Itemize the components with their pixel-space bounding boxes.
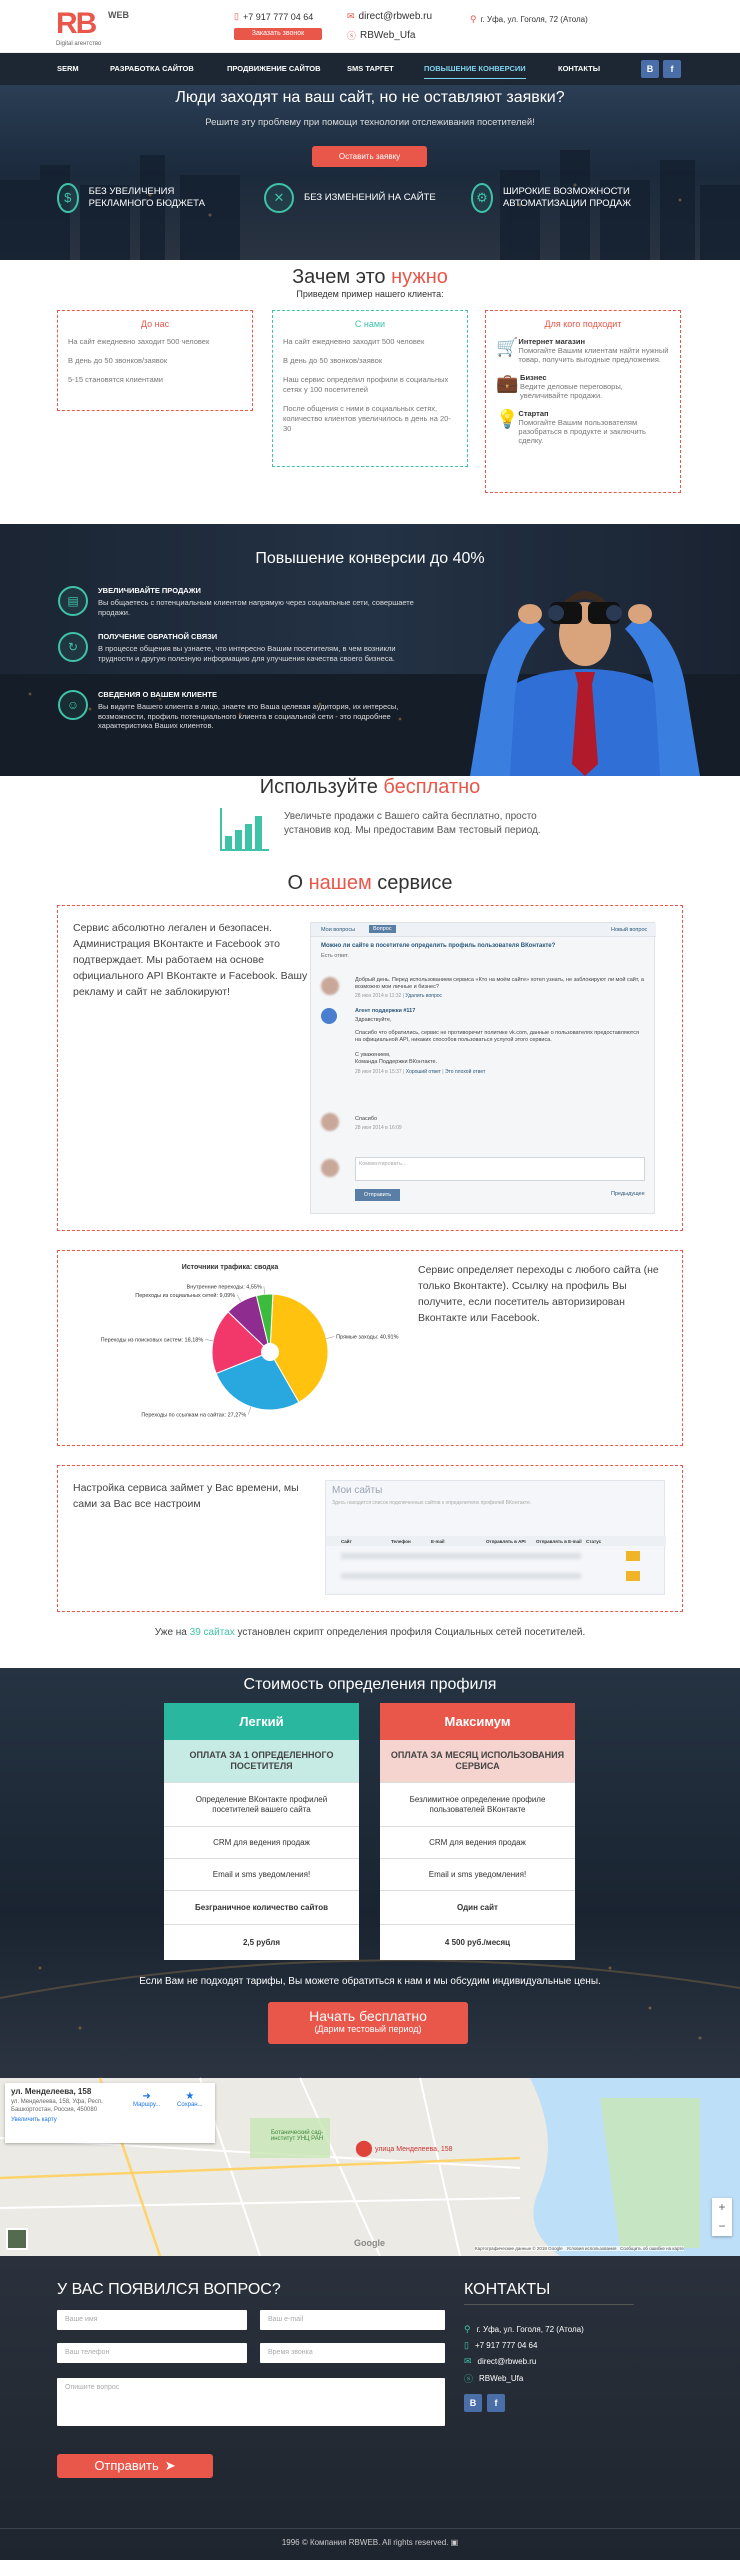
money-icon: $ (57, 183, 79, 213)
user-avatar (321, 977, 339, 995)
phone-icon: ▯ (464, 2340, 469, 2350)
nav-contacts[interactable]: КОНТАКТЫ (558, 64, 601, 73)
conversion-title: Повышение конверсии до 40% (255, 550, 485, 567)
mail-icon: ✉ (464, 2356, 472, 2366)
pie-leader-line (205, 1339, 213, 1341)
start-free-button[interactable]: Начать бесплатно (Дарим тестовый период) (268, 2002, 468, 2044)
directions-icon: ➜ (142, 2091, 151, 2102)
place-card (5, 2083, 215, 2143)
conv-item-feedback: ↻ ПОЛУЧЕНИЕ ОБРАТНОЙ СВЯЗИ В процессе общения вы узнаете, что интересно Вашим посетителям, в чем возникли трудности и другую полезную информацию для улучшения качества своего бизнеса. (58, 632, 428, 663)
chart-icon: ▤ (58, 586, 88, 616)
logo-web: WEB (108, 10, 129, 20)
sites-table-header: Сайт Телефон E-mail Отправлять в API Отправлять в E-mail Статус (326, 1536, 666, 1546)
why-subtitle: Приведем пример нашего клиента: (296, 289, 444, 299)
plan-light: Легкий ОПЛАТА ЗА 1 ОПРЕДЕЛЕННОГО ПОСЕТИТЕЛЯ Определение ВКонтакте профилей посетителей вашего сайта CRM для ведения продаж Email и sms уведомления! Безграничное количество сайтов 2,5 рубля (164, 1703, 359, 1960)
plan-light-name: Легкий (164, 1703, 359, 1740)
satellite-toggle[interactable] (6, 2228, 28, 2250)
vk-date-3: 28 июн 2014 в 16:09 (355, 1125, 402, 1131)
map-park-label: Ботанический сад-институт УНЦ РАН (270, 2130, 324, 2142)
name-input[interactable]: Ваше имя (57, 2310, 247, 2330)
hero-section (0, 85, 740, 260)
plan-max-sub: ОПЛАТА ЗА МЕСЯЦ ИСПОЛЬЗОВАНИЯ СЕРВИСА (380, 1740, 575, 1782)
feature-automation: ⚙ ШИРОКИЕ ВОЗМОЖНОСТИ АВТОМАТИЗАЦИИ ПРОДАЖ (471, 183, 681, 213)
address-text: г. Уфа, ул. Гоголя, 72 (Атола) (480, 15, 588, 24)
pie-leader-line (264, 1286, 265, 1294)
pie-leader-line (237, 1295, 241, 1302)
vk-send-button[interactable]: Отправить (355, 1189, 400, 1201)
vk-prev-link[interactable]: Предыдущее (611, 1191, 645, 1197)
contact-phone[interactable]: ▯ +7 917 777 04 64 (464, 2340, 538, 2350)
traffic-text: Сервис определяет переходы с любого сайта (не только Вконтакте). Ссылку на профиль Вы получите, если посетитель авторизирован Вконтакте или Facebook. (418, 1264, 659, 1324)
place-name: ул. Менделеева, 158 (11, 2087, 92, 2096)
order-call-button[interactable]: Заказать звонок (234, 28, 322, 40)
contact-address: ⚲ г. Уфа, ул. Гоголя, 72 (Атола) (464, 2324, 584, 2334)
header-skype[interactable] (347, 29, 415, 42)
pricing-title: Стоимость определения профиля (243, 1676, 497, 1693)
legal-text: Сервис абсолютно легален и безопасен. Администрация ВКонтакте и Facebook это подтверждает. Мы работаем на основе официального API ВКонтакте и Facebook. Вашу рекламу и сайт не заблокируют! (73, 922, 308, 998)
free-text: Увеличьте продажи с Вашего сайта бесплатно, просто установив код. Мы предоставим Вам тестовый период. (284, 811, 541, 836)
main-nav (0, 53, 740, 85)
user-avatar-3 (321, 1159, 339, 1177)
plan-max-price: 4 500 руб./месяц (380, 1924, 575, 1960)
who-box (485, 310, 681, 493)
gear-icon: ⚙ (471, 183, 493, 213)
google-logo: Google (354, 2238, 385, 2248)
contact-section (0, 2256, 740, 2560)
site-row-1-action[interactable] (626, 1551, 640, 1561)
city-skyline-background (0, 85, 740, 260)
leave-request-button[interactable]: Оставить заявку (312, 146, 427, 167)
bulb-icon: 💡 (496, 409, 519, 429)
email-input[interactable]: Ваш e-mail (260, 2310, 445, 2330)
bigger-map-link[interactable]: Увеличить карту (11, 2117, 57, 2123)
site-row-2 (341, 1573, 581, 1579)
before-box: До нас На сайт ежедневно заходит 500 человек В день до 50 звонков/заявок 5-15 становятся клиентами (57, 310, 253, 411)
route-button[interactable]: ➜ Маршру... (133, 2091, 161, 2108)
who-business: 💼 Бизнес Ведите деловые переговоры, увеличивайте продажи. (496, 373, 623, 400)
footer-copyright: 1996 © Компания RBWEB. All rights reserved. ▣ (281, 2538, 459, 2547)
logo-subtitle: Digital агентство (56, 41, 102, 47)
site-row-2-action[interactable] (626, 1571, 640, 1581)
businessman-binoculars-image (470, 574, 700, 776)
pie-chart (70, 1274, 399, 1434)
who-title: Для кого подходит (544, 319, 622, 329)
footer-divider (0, 2528, 740, 2529)
pie-leader-line (248, 1407, 251, 1415)
with-us-box: С нами На сайт ежедневно заходит 500 человек В день до 50 звонков/заявок Наш сервис определил профили в социальных сетях у 100 посетителей После общения с ними в социальных сетях, количество клиентов увеличилось в день на 20-30 (272, 310, 468, 467)
save-button[interactable]: ★ Сохран... (177, 2091, 203, 2108)
contact-email[interactable]: ✉ direct@rbweb.ru (464, 2356, 537, 2366)
skype-text: RBWeb_Ufa (360, 30, 416, 41)
location-icon: ⚲ (464, 2324, 471, 2334)
nav-conversion[interactable]: ПОВЫШЕНИЕ КОНВЕРСИИ (424, 53, 526, 85)
vk-message-1: Добрый день. Перед использованием сервиса «Кто на моём сайте» хотел узнать, не заблокируют ли мой сайт, а возможно мои личные и бизнес? (355, 977, 644, 990)
user-avatar-2 (321, 1113, 339, 1131)
map-footer: Картографические данные © 2018 Google Условия использования Сообщить об ошибке на карте (475, 2246, 684, 2251)
vk-question-status: Есть ответ. (321, 953, 349, 959)
with-title: С нами (354, 319, 386, 329)
why-title: Зачем это нужно (292, 266, 448, 288)
question-textarea[interactable]: Опишите вопрос (57, 2378, 445, 2426)
star-icon: ★ (185, 2091, 195, 2102)
phone-text: +7 917 777 04 64 (242, 11, 314, 22)
phone-input[interactable]: Ваш телефон (57, 2343, 247, 2363)
plan-light-price: 2,5 рубля (164, 1924, 359, 1960)
installed-count: Уже на 39 сайтах установлен скрипт определения профиля Социальных сетей посетителей. (154, 1627, 586, 1638)
facebook-button[interactable]: f (663, 60, 681, 78)
contact-facebook-button[interactable]: f (487, 2394, 505, 2412)
zoom-in-button[interactable]: + (718, 2200, 726, 2214)
chart-title: Источники трафика: сводка (181, 1264, 279, 1271)
send-button[interactable]: Отправить ➤ (57, 2454, 213, 2478)
site-row-1 (341, 1553, 581, 1559)
vk-button[interactable]: В (641, 60, 659, 78)
nav-serm[interactable]: SERM (57, 64, 79, 73)
nav-site-dev[interactable]: РАЗРАБОТКА САЙТОВ (110, 64, 194, 73)
phone-icon: ▯ (234, 11, 239, 21)
conv-item-client: ☺ СВЕДЕНИЯ О ВАШЕМ КЛИЕНТЕ Вы видите Вашего клиента в лицо, знаете кто Ваша целевая аудитория, их интересы, возможности, профиль потенциального клиента в социальной сети - это подробнее характеристика Ваших клиентов. (58, 690, 428, 731)
hero-title: Люди заходят на ваш сайт, но не оставляют заявки? (175, 89, 565, 106)
pie-label: Внутренние переходы: 4,55% (186, 1284, 262, 1291)
zoom-out-button[interactable]: − (718, 2219, 726, 2233)
my-sites-title: Мои сайты (332, 1485, 383, 1496)
contacts-divider (464, 2304, 634, 2305)
vk-new-question[interactable]: Новый вопрос (611, 927, 648, 933)
vk-question-title: Можно ли сайте в посетителе определить профиль пользователя ВКонтакте? (321, 943, 556, 949)
vk-regards: С уважением, (355, 1052, 391, 1058)
traffic-chart (70, 1262, 399, 1437)
zoom-controls (712, 2198, 732, 2236)
logo[interactable] (56, 7, 130, 50)
google-map[interactable] (0, 2078, 740, 2256)
mail-icon: ✉ (347, 11, 355, 21)
vk-meta-2: 28 июн 2014 в 15:37 | Хороший ответ | Это плохой ответ (355, 1069, 486, 1075)
before-title: До нас (140, 319, 170, 329)
pie-leader-line (326, 1337, 334, 1339)
vk-hello: Здравствуйте, (355, 1017, 392, 1023)
conversion-section (0, 524, 740, 776)
paper-plane-icon: ➤ (164, 2458, 176, 2473)
vk-support-screenshot (310, 922, 655, 1214)
vk-thanks: Спасибо (355, 1116, 378, 1122)
my-sites-desc: Здесь находится список подключенных сайтов к определителю профилей ВКонтакте. (332, 1500, 532, 1506)
feedback-icon: ↻ (58, 632, 88, 662)
growth-chart-icon (219, 806, 271, 852)
plan-light-sub: ОПЛАТА ЗА 1 ОПРЕДЕЛЕННОГО ПОСЕТИТЕЛЯ (164, 1740, 359, 1782)
briefcase-icon: 💼 (496, 373, 519, 393)
conv-item-sales: ▤ УВЕЛИЧИВАЙТЕ ПРОДАЖИ Вы общаетесь с потенциальным клиентом напрямую через социальные сети, совершаете продажи. (58, 586, 428, 617)
site-header (0, 0, 740, 53)
nav-sms-target[interactable]: SMS ТАРГЕТ (347, 64, 394, 73)
pricing-section (0, 1668, 740, 2078)
header-phone[interactable] (234, 11, 313, 22)
contact-form-title: У ВАС ПОЯВИЛСЯ ВОПРОС? (57, 2281, 281, 2298)
who-startup: 💡 Стартап Помогайте Вашим пользователям разобраться в продукте и заключить сделку. (496, 409, 646, 445)
map-pin-label: улица Менделеева, 158 (375, 2146, 453, 2153)
who-shop: 🛒 Интернет магазин Помогайте Вашим клиентам найти нужный товар, получить выгодные предложения. (496, 337, 669, 364)
contact-vk-button[interactable]: В (464, 2394, 482, 2412)
skype-icon: ⓢ (347, 31, 357, 41)
call-time-input[interactable]: Время звонка (260, 2343, 445, 2363)
location-icon: ⚲ (470, 14, 477, 24)
vk-team: Команда Поддержки ВКонтакте. (355, 1059, 438, 1065)
contact-skype[interactable]: ⓢ RBWeb_Ufa (464, 2374, 524, 2384)
my-sites-screenshot (325, 1480, 665, 1595)
pie-label: Переходы из поисковых систем: 18,18% (100, 1337, 204, 1344)
email-text: direct@rbweb.ru (358, 11, 433, 22)
plan-max: Максимум ОПЛАТА ЗА МЕСЯЦ ИСПОЛЬЗОВАНИЯ СЕРВИСА Безлимитное определение профиле пользователей ВКонтакте CRM для ведения продаж Email и sms уведомления! Один сайт 4 500 руб./месяц (380, 1703, 575, 1960)
user-icon: ☺ (58, 690, 88, 720)
contacts-title: КОНТАКТЫ (464, 2281, 551, 2298)
setup-text: Настройка сервиса займет у Вас времени, мы сами за Вас все настроим (73, 1482, 299, 1510)
feature-no-changes: ✕ БЕЗ ИЗМЕНЕНИЙ НА САЙТЕ (264, 183, 464, 213)
vk-message-2: Спасибо что обратились, сервис не противоречит политике vk.com, данные о пользователях предоставляются на официальной API, никаких способов пользоваться услугой этого сервиса. (355, 1030, 639, 1043)
logo-rb: RB (56, 7, 96, 40)
vk-meta-1: 28 июн 2014 в 11:32 | Удалить вопрос (355, 993, 443, 999)
header-address (470, 14, 588, 25)
pie-label: Прямые заходы: 40,91% (336, 1334, 399, 1341)
agent-avatar (321, 1008, 337, 1024)
map-pin-icon[interactable]: ⬤ (355, 2140, 373, 2157)
feature-budget: $ БЕЗ УВЕЛИЧЕНИЯ РЕКЛАМНОГО БЮДЖЕТА (57, 183, 227, 213)
vk-comment-input[interactable]: Комментировать... (355, 1157, 645, 1181)
vk-tab-question[interactable]: Вопрос (369, 925, 396, 933)
skype-icon: ⓢ (464, 2374, 474, 2384)
pie-center-hole (261, 1343, 279, 1361)
pie-label: Переходы по ссылкам на сайтах: 27,27% (141, 1412, 247, 1419)
vk-agent-name: Агент поддержки #117 (355, 1008, 416, 1014)
free-title: Используйте бесплатно (259, 776, 481, 798)
header-email[interactable] (347, 11, 432, 22)
nav-seo[interactable]: ПРОДВИЖЕНИЕ САЙТОВ (227, 64, 321, 73)
pricing-note: Если Вам не подходят тарифы, Вы можете обратиться к нам и мы обсудим индивидуальные цены. (139, 1976, 601, 1987)
tools-icon: ✕ (264, 183, 294, 213)
place-address: ул. Менделеева, 158, Уфа, Респ. Башкортостан, Россия, 450080 (11, 2099, 103, 2113)
document-icon: ▣ (450, 2538, 459, 2547)
pie-label: Переходы из социальных сетей: 9,09% (135, 1292, 236, 1299)
cart-icon: 🛒 (496, 337, 519, 357)
plan-max-name: Максимум (380, 1703, 575, 1740)
vk-tab-my-questions[interactable]: Мои вопросы (321, 927, 356, 933)
about-title: О нашем сервисе (287, 872, 453, 894)
hero-subtitle: Решите эту проблему при помощи технологии отслеживания посетителей! (205, 117, 535, 128)
